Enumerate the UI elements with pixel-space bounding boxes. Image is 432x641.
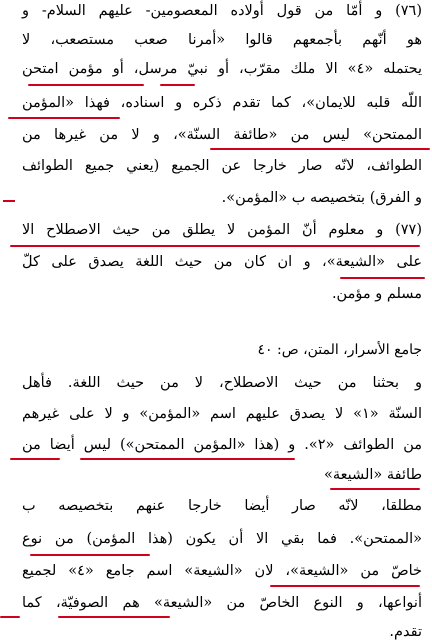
text-line: مسلم و مؤمن. [331,286,422,302]
text-line: (٧٦) و أمّا من قول أولاده المعصومين- عليهم السلام- و [22,3,422,19]
margin-mark [3,200,15,202]
page-reference: جامع الأسرار، المتن، ص: ٤٠ [257,342,422,358]
red-underline [58,616,170,618]
red-underline [0,616,20,618]
text-line: (٧٧) و معلوم أنّ المؤمن لا يطلق من حيث الاصطلاح الا [22,222,422,238]
red-underline [10,245,420,247]
text-line: من الطوائف «٢». و (هذا «المؤمن الممتحن») ليس أيضا من [22,437,422,453]
text-line: يحتمله «٤» الا ملك مقرّب، أو نبيّ مرسل، أو مؤمن امتحن [22,61,423,77]
text-line: هو أنّهم بأجمعهم قالوا «أمرنا صعب مستصعب، لا [22,32,422,48]
red-underline [28,84,144,86]
text-line: تقدم. [389,624,422,640]
text-line: أنواعها، و النوع الخاصّ من «الشيعة» هم الصوفيّة، كما [22,595,422,611]
red-underline [80,458,295,460]
text-line: اللّه قلبه للايمان»، كما تقدم ذكره و اسناده، فهذا «المؤمن [22,95,422,111]
red-underline [270,585,420,587]
text-line: و الفرق) بتخصيصه ب «المؤمن». [221,190,422,206]
text-line: «الممتحن». فما بقي الا أن يكون (هذا المؤمن) من نوع [22,531,422,547]
text-line: و بحثنا من حيث الاصطلاح، لا من حيث اللغة. فأهل [22,375,422,391]
text-line: مطلقا، لانّه صار أيضا خارجا عنهم بتخصيصه ب [22,498,422,514]
red-underline [160,84,195,86]
red-underline [330,488,420,490]
text-line: طائفة «الشيعة» [324,467,422,483]
text-line: الممتحن» ليس من «طائفة السنّة»، و لا من غيرها من [22,127,422,143]
red-underline [10,458,60,460]
red-underline [30,554,150,556]
red-underline [8,117,120,119]
text-line: على «الشيعة»، و ان كان من حيث اللغة يصدق على كلّ [22,254,422,270]
text-line: السنّة «١» لا يصدق عليهم اسم «المؤمن» و لا على غيرهم [22,406,422,422]
red-underline [340,277,425,279]
text-line: خاصّ من «الشيعة»، لان «الشيعة» اسم جامع «٤» لجميع [22,563,423,579]
text-line: الطوائف، لانّه صار خارجا عن الجميع (يعني جميع الطوائف [22,158,422,174]
red-underline [210,148,430,150]
